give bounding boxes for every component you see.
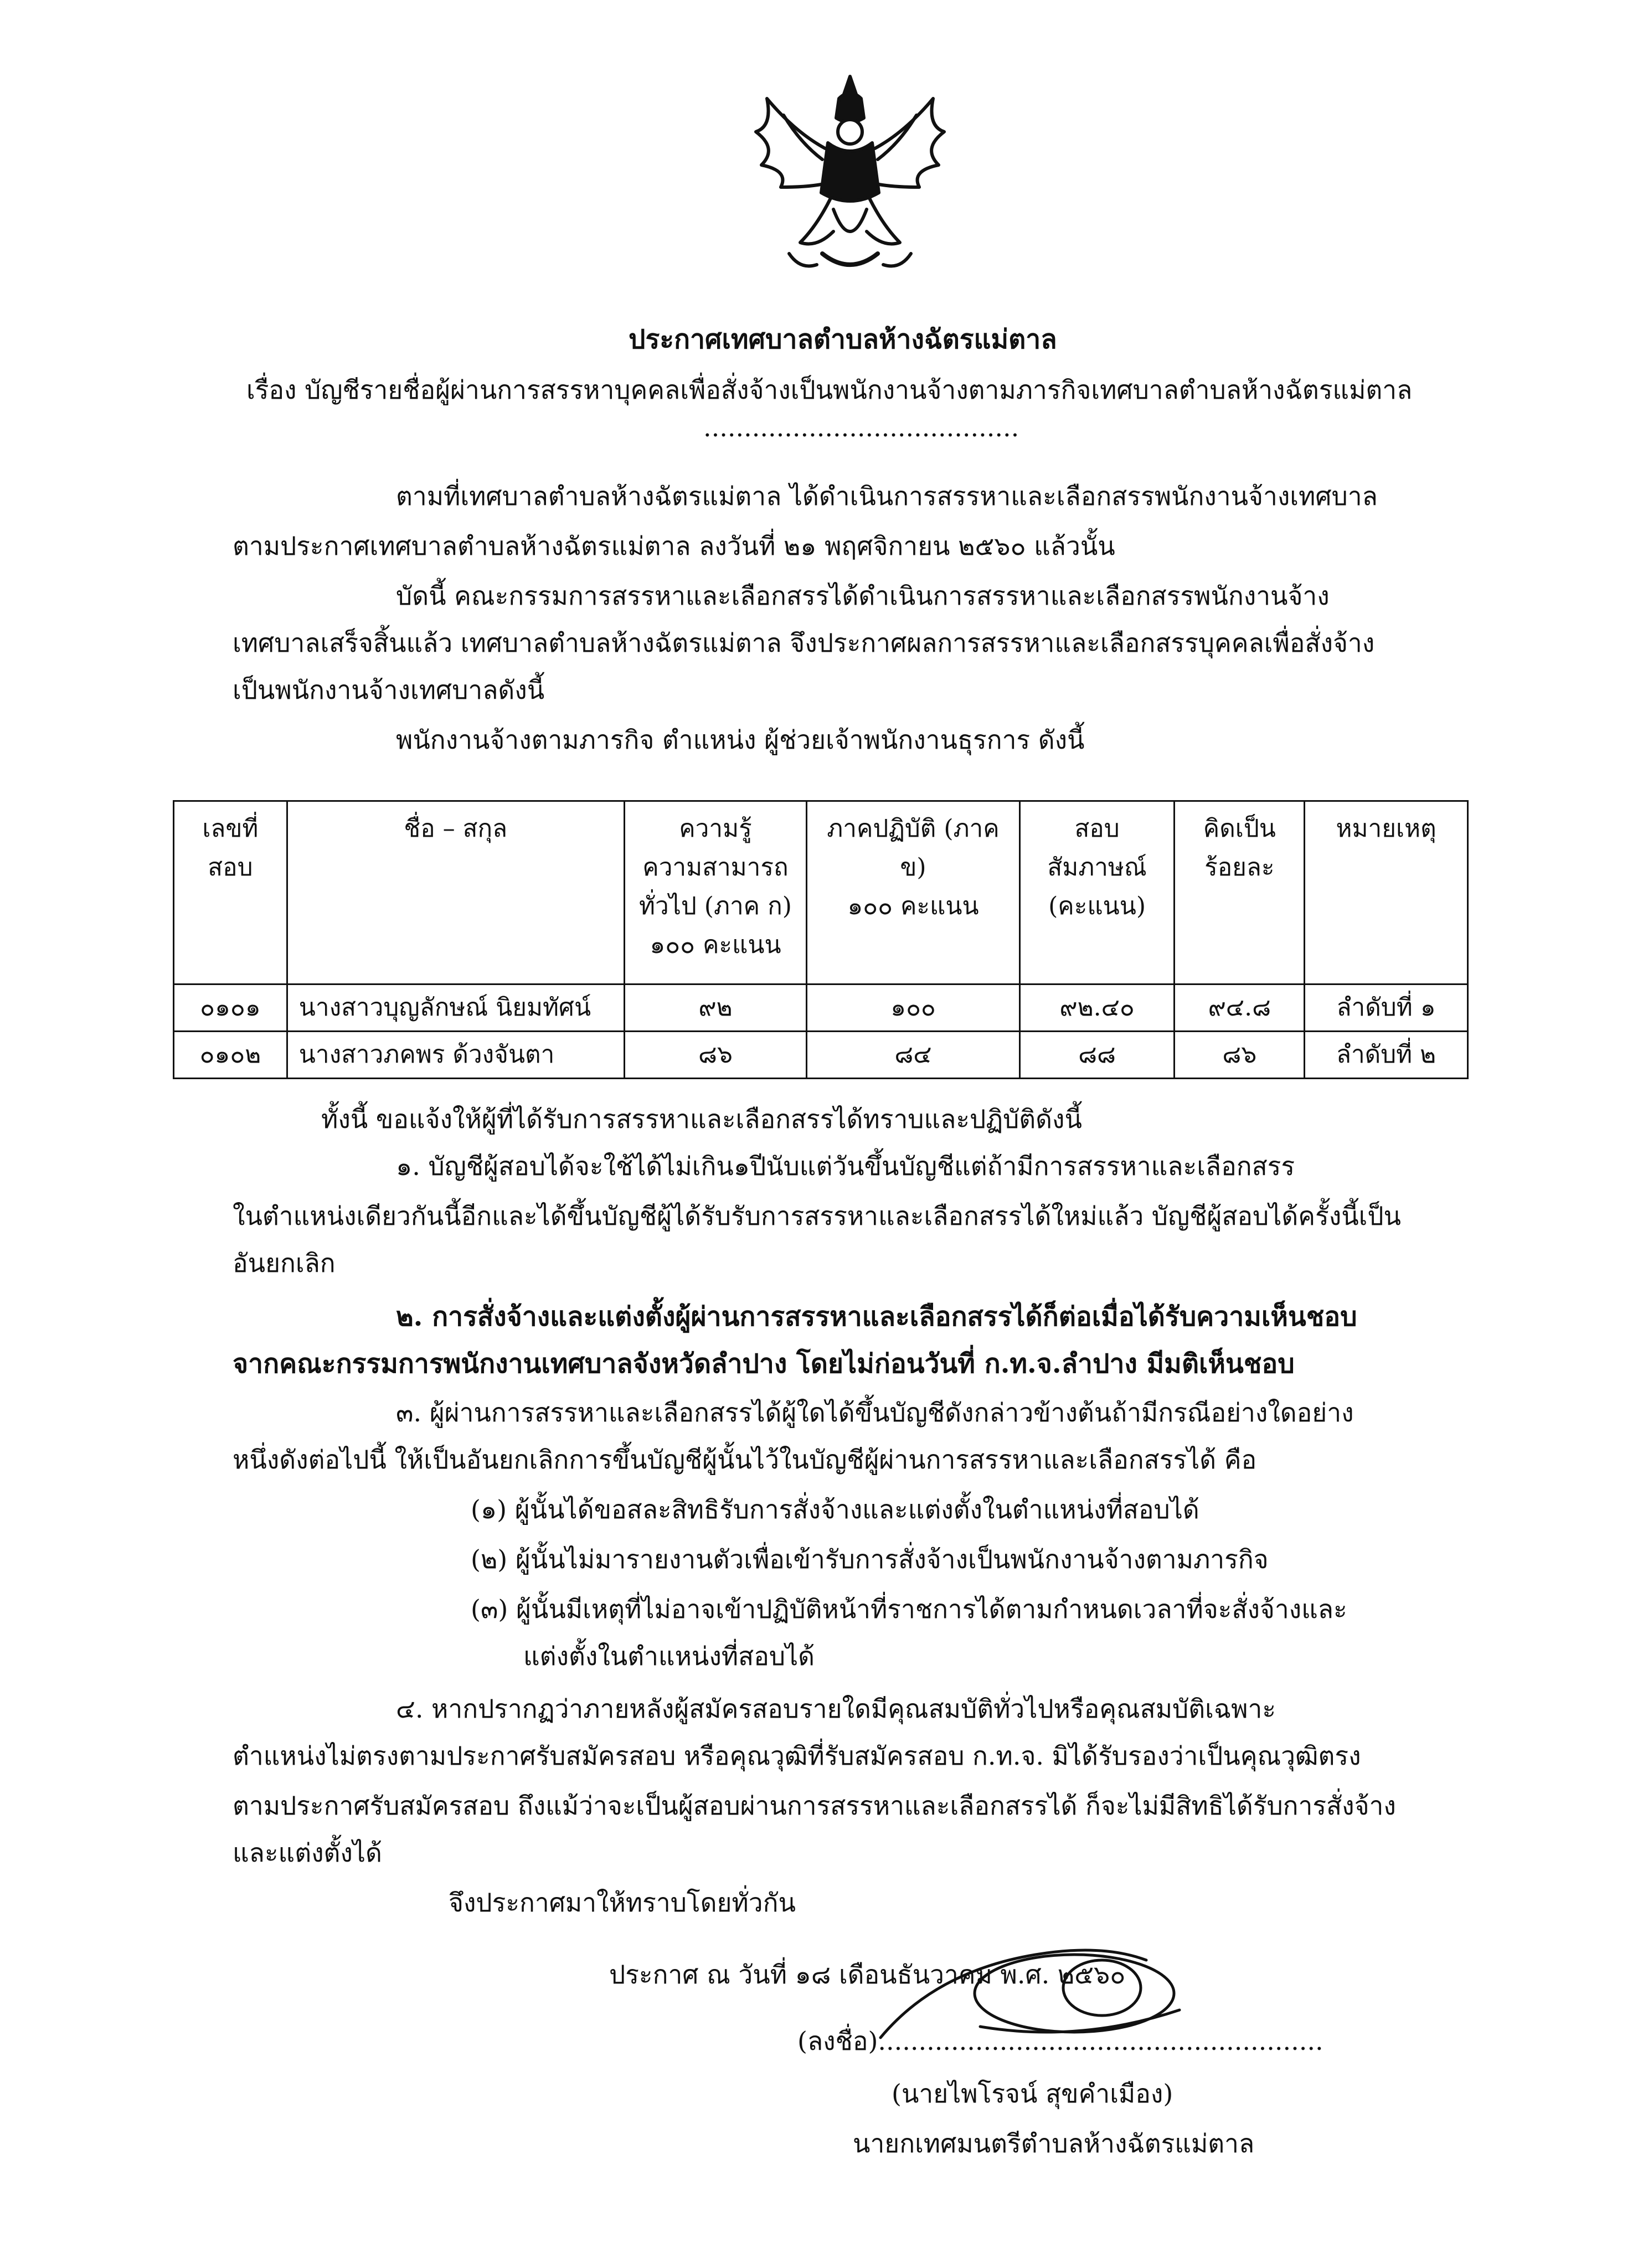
cell-part-a: ๘๖ [624,1032,807,1079]
condition-3-line-2: หนึ่งดังต่อไปนี้ ให้เป็นอันยกเลิกการขึ้นบัญชีผู้นั้นไว้ในบัญชีผู้ผ่านการสรรหาและเลือกสรรได้ คือ [233,1445,1257,1475]
paragraph-result-line-2: เทศบาลเสร็จสิ้นแล้ว เทศบาลตำบลห้างฉัตรแม่ตาล จึงประกาศผลการสรรหาและเลือกสรรบุคคลเพื่อสั่งจ้าง [233,628,1375,658]
cell-note: ลำดับที่ ๑ [1305,984,1468,1032]
cell-name: นางสาวบุญลักษณ์ นิยมทัศน์ [287,984,624,1032]
paragraph-intro-line-1: ตามที่เทศบาลตำบลห้างฉัตรแม่ตาล ได้ดำเนินการสรรหาและเลือกสรรพนักงานจ้างเทศบาล [396,481,1378,511]
col-header-part-b [807,801,1019,984]
paragraph-result-line-1: บัดนี้ คณะกรรมการสรรหาและเลือกสรรได้ดำเนินการสรรหาและเลือกสรรพนักงานจ้าง [396,581,1330,611]
title-divider: ....................................... [703,413,1019,442]
cell-interview: ๘๘ [1019,1032,1175,1079]
table-row [174,984,1468,1032]
col-header-note-label: หมายเหตุ [1336,815,1436,843]
condition-4-line-1: ๔. หากปรากฏว่าภายหลังผู้สมัครสอบรายใดมีคุณสมบัติทั่วไปหรือคุณสมบัติเฉพาะ [396,1694,1276,1724]
cell-percent: ๘๖ [1175,1032,1305,1079]
col-header-part-a-label: ความรู้ ความสามารถ ทั่วไป (ภาค ก) ๑๐๐ คะแนน [639,815,792,959]
closing-announce: จึงประกาศมาให้ทราบโดยทั่วกัน [449,1888,796,1918]
condition-1-line-1: ๑. บัญชีผู้สอบได้จะใช้ได้ไม่เกิน๑ปีนับแต่วันขึ้นบัญชีแต่ถ้ามีการสรรหาและเลือกสรร [396,1151,1295,1181]
cell-exam-id: ๐๑๐๑ [174,984,287,1032]
cell-part-a: ๙๒ [624,984,807,1032]
col-header-percent [1175,801,1305,984]
col-header-interview-label: สอบ สัมภาษณ์ (คะแนน) [1047,815,1147,920]
cell-percent: ๙๔.๘ [1175,984,1305,1032]
col-header-part-a [624,801,807,984]
col-header-name-label: ชื่อ – สกุล [404,815,508,843]
condition-1-line-3: อันยกเลิก [233,1248,336,1278]
cell-exam-id: ๐๑๐๒ [174,1032,287,1079]
condition-1-line-2: ในตำแหน่งเดียวกันนี้อีกและได้ขึ้นบัญชีผู้ได้รับรับการสรรหาและเลือกสรรได้ใหม่แล้ว บัญชีผู้สอบได้ครั้งนี้เป็น [233,1201,1402,1231]
condition-4-line-4: และแต่งตั้งได้ [233,1838,382,1868]
document-subject: เรื่อง บัญชีรายชื่อผู้ผ่านการสรรหาบุคคลเพื่อสั่งจ้างเป็นพนักงานจ้างตามภารกิจเทศบาลตำบลห้างฉัตรแม่ตาล [246,375,1413,405]
results-table [173,800,1469,1079]
table-row [174,1032,1468,1079]
condition-4-line-2: ตำแหน่งไม่ตรงตามประกาศรับสมัครสอบ หรือคุณวุฒิที่รับสมัครสอบ ก.ท.จ. มิได้รับรองว่าเป็นคุณวุฒิตรง [233,1741,1361,1771]
col-header-part-b-label: ภาคปฏิบัติ (ภาค ข) ๑๐๐ คะแนน [827,815,1000,920]
cell-name: นางสาวภคพร ด้วงจันตา [287,1032,624,1079]
condition-4-line-3: ตามประกาศรับสมัครสอบ ถึงแม้ว่าจะเป็นผู้สอบผ่านการสรรหาและเลือกสรรได้ ก็จะไม่มีสิทธิได้รับการสั่งจ้าง [233,1791,1396,1821]
condition-2-line-2: จากคณะกรรมการพนักงานเทศบาลจังหวัดลำปาง โดยไม่ก่อนวันที่ ก.ท.จ.ลำปาง มีมติเห็นชอบ [233,1348,1295,1379]
condition-2-line-1: ๒. การสั่งจ้างและแต่งตั้งผู้ผ่านการสรรหาและเลือกสรรได้ก็ต่อเมื่อได้รับความเห็นชอบ [396,1301,1357,1332]
paragraph-result-line-3: เป็นพนักงานจ้างเทศบาลดังนี้ [233,675,545,705]
cell-note: ลำดับที่ ๒ [1305,1032,1468,1079]
condition-3-sub-2: (๒) ผู้นั้นไม่มารายงานตัวเพื่อเข้ารับการสั่งจ้างเป็นพนักงานจ้างตามภารกิจ [471,1544,1269,1574]
col-header-note [1305,801,1468,984]
cell-part-b: ๑๐๐ [807,984,1019,1032]
table-header-row [174,801,1468,984]
garuda-emblem-icon [734,65,966,298]
col-header-percent-label: คิดเป็น ร้อยละ [1203,815,1276,882]
signer-title: นายกเทศมนตรีตำบลห้างฉัตรแม่ตาล [853,2128,1255,2158]
condition-3-line-1: ๓. ผู้ผ่านการสรรหาและเลือกสรรได้ผู้ใดได้ขึ้นบัญชีดังกล่าวข้างต้นถ้ามีกรณีอย่างใดอย่าง [396,1398,1354,1427]
col-header-name [287,801,624,984]
paragraph-intro-line-2: ตามประกาศเทศบาลตำบลห้างฉัตรแม่ตาล ลงวันที่ ๒๑ พฤศจิกายน ๒๕๖๐ แล้วนั้น [233,531,1115,561]
condition-3-sub-1: (๑) ผู้นั้นได้ขอสละสิทธิรับการสั่งจ้างและแต่งตั้งในตำแหน่งที่สอบได้ [471,1494,1199,1524]
col-header-exam-id [174,801,287,984]
announce-date: ประกาศ ณ วันที่ ๑๘ เดือนธันวาคม พ.ศ. ๒๕๖๐ [609,1960,1126,1989]
signer-name: (นายไพโรจน์ สุขคำเมือง) [892,2079,1173,2109]
position-line: พนักงานจ้างตามภารกิจ ตำแหน่ง ผู้ช่วยเจ้าพนักงานธุรการ ดังนี้ [396,725,1085,755]
document-title: ประกาศเทศบาลตำบลห้างฉัตรแม่ตาล [629,324,1057,355]
conditions-intro: ทั้งนี้ ขอแจ้งให้ผู้ที่ได้รับการสรรหาและเลือกสรรได้ทราบและปฏิบัติดังนี้ [321,1104,1082,1134]
col-header-interview [1019,801,1175,984]
condition-3-sub-3-line-1: (๓) ผู้นั้นมีเหตุที่ไม่อาจเข้าปฏิบัติหน้าที่ราชการได้ตามกำหนดเวลาที่จะสั่งจ้างและ [471,1594,1347,1624]
cell-interview: ๙๒.๔๐ [1019,984,1175,1032]
signature-line: (ลงชื่อ)....................................................... [797,2026,1323,2056]
condition-3-sub-3-line-2: แต่งตั้งในตำแหน่งที่สอบได้ [523,1641,815,1671]
col-header-exam-id-label: เลขที่ สอบ [202,815,259,882]
cell-part-b: ๘๔ [807,1032,1019,1079]
